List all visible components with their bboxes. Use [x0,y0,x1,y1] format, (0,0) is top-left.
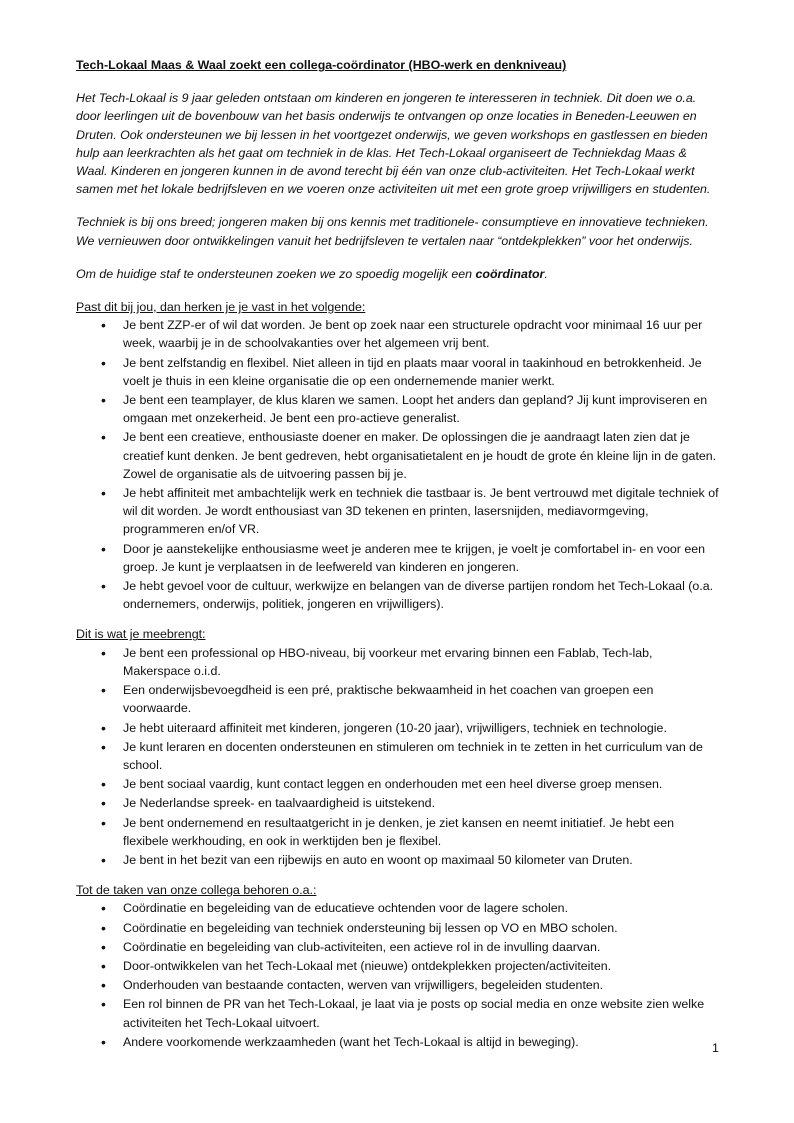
list-item: • Andere voorkomende werkzaamheden (want het Tech-Lokaal is altijd in beweging). [76,1033,720,1051]
document-title: Tech-Lokaal Maas & Waal zoekt een collega-coördinator (HBO-werk en denkniveau) [76,58,567,72]
list-item: • Je bent in het bezit van een rijbewijs en auto en woont op maximaal 50 kilometer van Druten. [76,851,720,869]
list-item: • Je Nederlandse spreek- en taalvaardigheid is uitstekend. [76,794,720,812]
list-item: • Je bent sociaal vaardig, kunt contact leggen en onderhouden met een heel diverse groep mensen. [76,775,720,793]
requirements-list [76,644,720,869]
list-item: • Je hebt uiteraard affiniteit met kinderen, jongeren (10-20 jaar), vrijwilligers, techniek en technologie. [76,719,720,737]
intro-paragraph-3-bold: coördinator [475,266,545,281]
section-heading-requirements: Dit is wat je meebrengt: [76,627,206,642]
intro-paragraph-2: Techniek is bij ons breed; jongeren maken bij ons kennis met traditionele- consumptieve en innovatieve technieken. We vernieuwen door ontwikkelingen vanuit het bedrijfsleven te vertalen naar “ontdekplekken” voor het onderwijs. [76,215,709,248]
intro-paragraph-3 [76,265,720,283]
list-item: • Je kunt leraren en docenten ondersteunen en stimuleren om techniek in te zetten in het curriculum van de school. [76,738,720,774]
tasks-list [76,899,720,1051]
profile-list [76,316,720,613]
list-item: • Coördinatie en begeleiding van techniek ondersteuning bij lessen op VO en MBO scholen. [76,919,720,937]
document-page [76,56,720,1063]
list-item: • Een onderwijsbevoegdheid is een pré, praktische bekwaamheid in het coachen van groepen een voorwaarde. [76,681,720,717]
list-item: • Je bent zelfstandig en flexibel. Niet alleen in tijd en plaats maar vooral in taakinhoud en betrokkenheid. Je voelt je thuis in een kleine organisatie die op een ondernemende manier werkt. [76,354,720,390]
list-item: • Je bent ZZP-er of wil dat worden. Je bent op zoek naar een structurele opdracht voor minimaal 16 uur per week, waarbij je in de schoolvakanties over het algemeen vrij bent. [76,316,720,352]
list-item: • Je bent een creatieve, enthousiaste doener en maker. De oplossingen die je aandraagt laten zien dat je creatief kunt denken. Je bent gedreven, hebt organisatietalent en je houdt de grote én kleine lijn in de gaten. Zowel de organisatie als de uitvoering passen bij je. [76,428,720,483]
list-item: • Door-ontwikkelen van het Tech-Lokaal met (nieuwe) ontdekplekken projecten/activiteiten. [76,957,720,975]
intro-paragraph-3-suffix: . [544,266,548,281]
list-item: • Coördinatie en begeleiding van de educatieve ochtenden voor de lagere scholen. [76,899,720,917]
section-heading-profile: Past dit bij jou, dan herken je je vast in het volgende: [76,300,366,315]
list-item: • Coördinatie en begeleiding van club-activiteiten, een actieve rol in de invulling daarvan. [76,938,720,956]
list-item: • Door je aanstekelijke enthousiasme weet je anderen mee te krijgen, je voelt je comfortabel in- en voor een groep. Je kunt je verplaatsen in de leefwereld van kinderen en jongeren. [76,540,720,576]
section-heading-tasks: Tot de taken van onze collega behoren o.a.: [76,883,317,898]
list-item: • Je bent een professional op HBO-niveau, bij voorkeur met ervaring binnen een Fablab, Tech-lab, Makerspace o.i.d. [76,644,720,680]
intro-paragraph-1: Het Tech-Lokaal is 9 jaar geleden ontstaan om kinderen en jongeren te interesseren in techniek. Dit doen we o.a. door leerlingen uit de bovenbouw van het basis onderwijs te ontvangen op onze locaties in Beneden-Leeuwen en Druten. Ook ondersteunen we bij lessen in het voortgezet onderwijs, we geven workshops en gastlessen en bieden hulp aan leerkrachten als het gaat om techniek in de klas. Het Tech-Lokaal organiseert de Techniekdag Maas & Waal. Kinderen en jongeren kunnen in de avond terecht bij één van onze club-activiteiten. Het Tech-Lokaal werkt samen met het lokale bedrijfsleven en we voeren onze activiteiten uit met een grote groep vrijwilligers en studenten. [76,91,711,197]
page-number: 1 [712,1041,719,1055]
list-item: • Je hebt gevoel voor de cultuur, werkwijze en belangen van de diverse partijen rondom het Tech-Lokaal (o.a. ondernemers, onderwijs, politiek, jongeren en vrijwilligers). [76,577,720,613]
list-item: • Een rol binnen de PR van het Tech-Lokaal, je laat via je posts op social media en onze website zien welke activiteiten het Tech-Lokaal uitvoert. [76,995,720,1031]
intro-paragraph-3-prefix: Om de huidige staf te ondersteunen zoeken we zo spoedig mogelijk een [76,266,476,281]
list-item: • Onderhouden van bestaande contacten, werven van vrijwilligers, begeleiden studenten. [76,976,720,994]
list-item: • Je bent ondernemend en resultaatgericht in je denken, je ziet kansen en neemt initiatief. Je hebt een flexibele werkhouding, en ook in werktijden ben je flexibel. [76,814,720,850]
list-item: • Je bent een teamplayer, de klus klaren we samen. Loopt het anders dan gepland? Jij kunt improviseren en omgaan met onzekerheid. Je bent een pro-actieve generalist. [76,391,720,427]
list-item: • Je hebt affiniteit met ambachtelijk werk en techniek die tastbaar is. Je bent vertrouwd met digitale techniek of wil dit worden. Je wordt enthousiast van 3D tekenen en printen, lasersnijden, mediavormgeving, programmeren en/of VR. [76,484,720,539]
